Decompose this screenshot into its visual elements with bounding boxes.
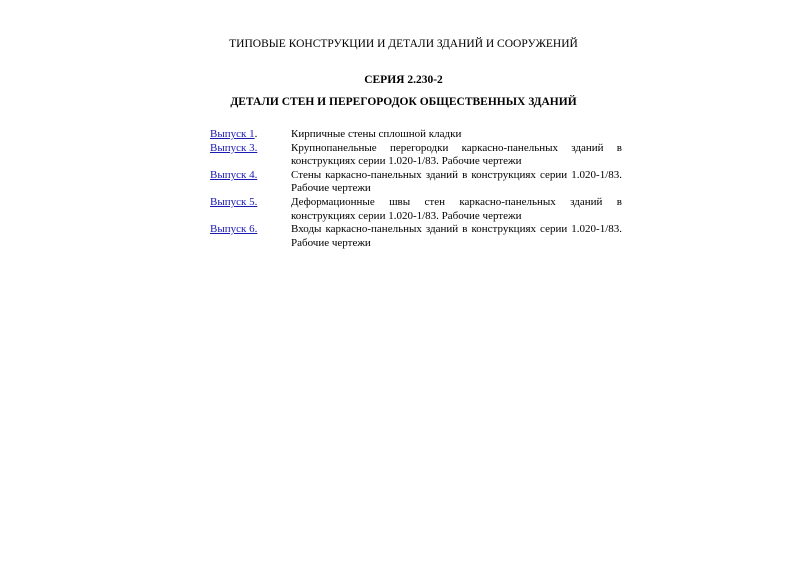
issue-row [210, 169, 622, 196]
series-title: СЕРИЯ 2.230-2 [364, 74, 443, 86]
issue-link-cell [210, 128, 291, 142]
issue-description: Деформационные швы стен каркасно-панельных зданий в конструкциях серии 1.020-1/83. Рабочие чертежи [291, 195, 622, 222]
issue-row [210, 128, 622, 142]
issue-link-1[interactable]: Выпуск 1 [210, 128, 255, 140]
issue-link-3[interactable]: Выпуск 3. [210, 141, 258, 154]
issue-description: Крупнопанельные перегородки каркасно-панельных зданий в конструкциях серии 1.020-1/83. Рабочие чертежи [291, 141, 622, 168]
issue-link-suffix: . [254, 128, 258, 140]
issue-link-cell [210, 223, 291, 237]
issue-link-6[interactable]: Выпуск 6. [210, 223, 258, 236]
document-header: ТИПОВЫЕ КОНСТРУКЦИИ И ДЕТАЛИ ЗДАНИЙ И СООРУЖЕНИЙ [229, 38, 578, 50]
issue-description: Входы каркасно-панельных зданий в конструкциях серии 1.020-1/83. Рабочие чертежи [291, 223, 622, 249]
issue-link-cell [210, 169, 291, 183]
series-subtitle: ДЕТАЛИ СТЕН И ПЕРЕГОРОДОК ОБЩЕСТВЕННЫХ ЗДАНИЙ [230, 96, 577, 108]
issue-link-4[interactable]: Выпуск 4. [210, 168, 258, 181]
issue-link-cell [210, 142, 291, 156]
issue-description: Кирпичные стены сплошной кладки [291, 128, 462, 140]
issue-link-5[interactable]: Выпуск 5. [210, 195, 258, 208]
issue-link-cell [210, 196, 291, 210]
issues-list [210, 128, 622, 250]
issue-row [210, 223, 622, 250]
issue-row [210, 142, 622, 169]
issue-description: Стены каркасно-панельных зданий в конструкциях серии 1.020-1/83. Рабочие чертежи [291, 168, 622, 195]
issue-row [210, 196, 622, 223]
